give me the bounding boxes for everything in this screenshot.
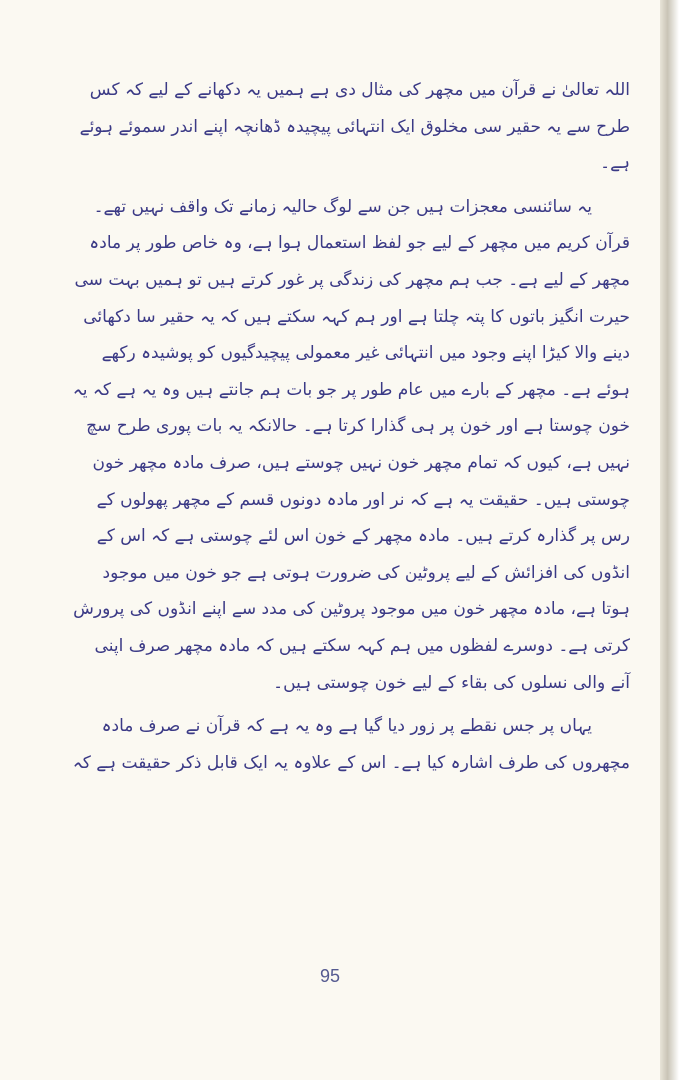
paragraph-1: اللہ تعالیٰ نے قرآن میں مچھر کی مثال دی ہے ہمیں یہ دکھانے کے لیے کہ کس طرح سے یہ حقیر سی مخلوق ایک انتہائی پیچیدہ ڈھانچہ اپنے اندر سموئے ہوئے ہے۔ (79, 80, 630, 174)
book-spine-edge (660, 0, 679, 1080)
body-text (70, 72, 630, 781)
paragraph-2: یہ سائنسی معجزات ہیں جن سے لوگ حالیہ زمانے تک واقف نہیں تھے۔ قرآن کریم میں مچھر کے لیے جو لفظ استعمال ہوا ہے، وہ خاص طور پر مادہ مچھر کے لیے ہے۔ جب ہم مچھر کی زندگی پر غور کرتے ہیں تو ہمیں بہت سی حیرت انگیز باتوں کا پتہ چلتا ہے اور ہم کہہ سکتے ہیں کہ یہ حقیر سا دکھائی دینے والا کیڑا اپنے وجود میں انتہائی غیر معمولی پیچیدگیوں کو پوشیدہ رکھے ہوئے ہے۔ مچھر کے بارے میں عام طور پر جو بات ہم جانتے ہیں وہ یہ ہے کہ یہ خون چوستا ہے اور خون پر ہی گذارا کرتا ہے۔ حالانکہ یہ بات پوری طرح سچ نہیں ہے، کیوں کہ تمام مچھر خون نہیں چوستے ہیں، صرف مادہ مچھر خون چوستی ہیں۔ حقیقت یہ ہے کہ نر اور مادہ دونوں قسم کے مچھر پھولوں کے رس پر گذارہ کرتے ہیں۔ مادہ مچھر کے خون اس لئے چوستی ہے کہ اس کے انڈوں کی افزائش کے لیے پروٹین کی ضرورت ہوتی ہے جو خون میں موجود ہوتا ہے، مادہ مچھر خون میں موجود پروٹین کی مدد سے اپنے انڈوں کی پرورش کرتی ہے۔ دوسرے لفظوں میں ہم کہہ سکتے ہیں کہ مادہ مچھر صرف اپنی آنے والی نسلوں کی بقاء کے لیے خون چوستی ہیں۔ (72, 196, 630, 693)
page-number: 95 (319, 966, 341, 986)
paragraph-3: یہاں پر جس نقطے پر زور دیا گیا ہے وہ یہ ہے کہ قرآن نے صرف مادہ مچھروں کی طرف اشارہ کیا ہے۔ اس کے علاوہ یہ ایک قابل ذکر حقیقت ہے کہ (72, 716, 630, 773)
